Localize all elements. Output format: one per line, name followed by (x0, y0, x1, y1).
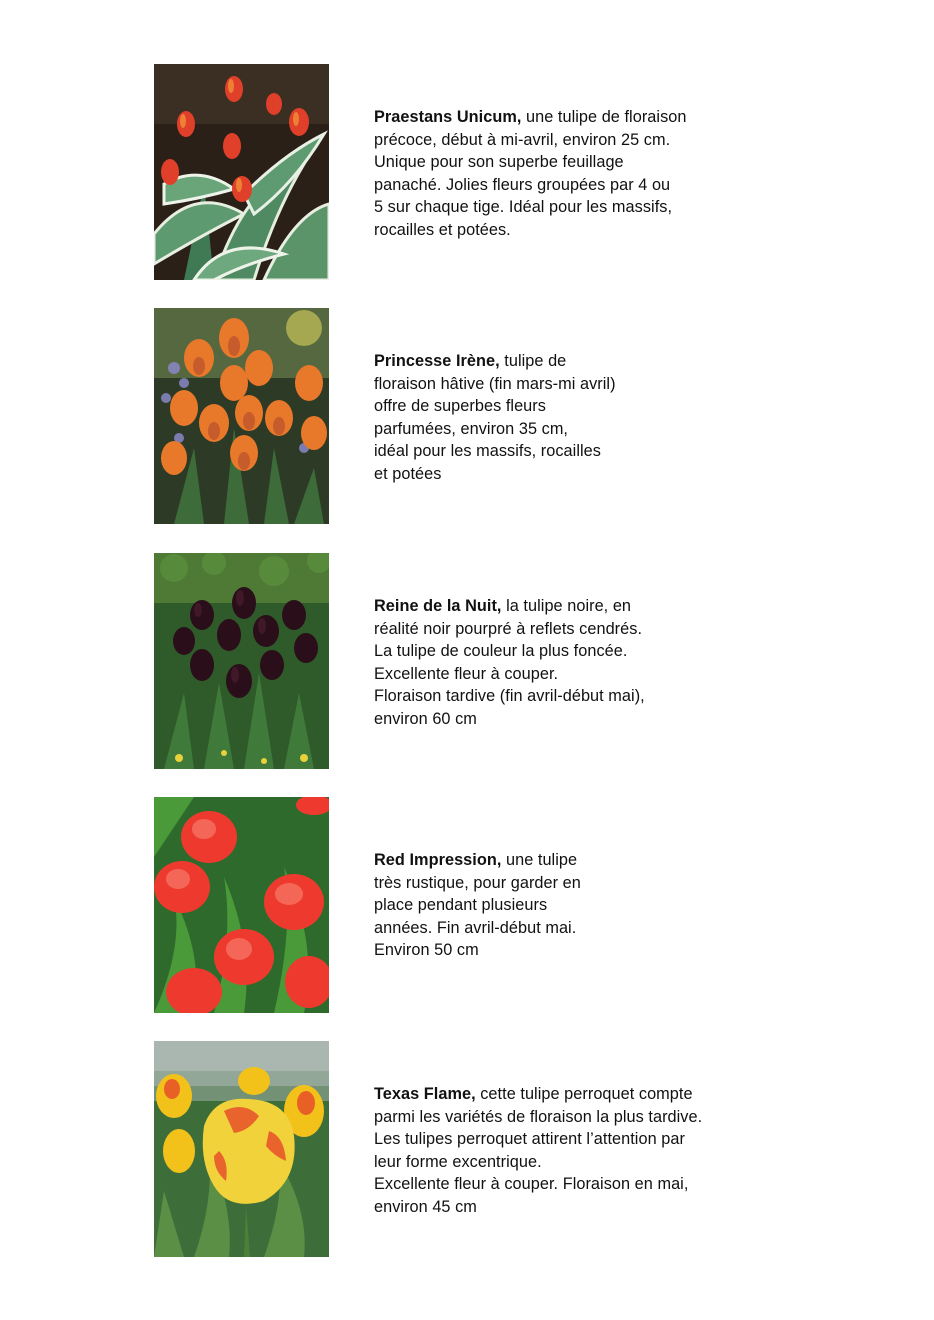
tulip-description (374, 350, 794, 486)
description-line: leur forme excentrique. (374, 1152, 542, 1171)
tulip-name: Texas Flame, (374, 1085, 476, 1103)
description-line: Excellente fleur à couper. Floraison en mai, (374, 1175, 689, 1194)
description-line: une tulipe de floraison (521, 108, 687, 126)
tulip-entry-red-impression (154, 797, 794, 1013)
tulip-photo-reine-de-la-nuit (154, 553, 329, 769)
description-line: une tulipe (501, 851, 578, 869)
description-line: floraison hâtive (fin mars-mi avril) (374, 374, 616, 393)
description-line: Floraison tardive (fin avril-début mai), (374, 687, 645, 706)
description-line: environ 45 cm (374, 1197, 477, 1216)
description-line: cette tulipe perroquet compte (475, 1085, 693, 1103)
description-line: années. Fin avril-début mai. (374, 918, 577, 937)
description-line: précoce, début à mi-avril, environ 25 cm. (374, 130, 671, 149)
description-line: Les tulipes perroquet attirent l’attention par (374, 1130, 685, 1149)
description-line: parmi les variétés de floraison la plus tardive. (374, 1107, 703, 1126)
tulip-entry-princesse-irene (154, 308, 794, 524)
description-line: la tulipe noire, en (501, 597, 632, 615)
tulip-name: Reine de la Nuit, (374, 597, 502, 615)
description-line: 5 sur chaque tige. Idéal pour les massifs, (374, 198, 673, 217)
tulip-photo-princesse-irene (154, 308, 329, 524)
description-line: La tulipe de couleur la plus foncée. (374, 642, 628, 661)
tulip-entry-reine-de-la-nuit (154, 553, 794, 769)
tulip-description (374, 849, 794, 962)
description-line: rocailles et potées. (374, 220, 511, 239)
tulip-photo-texas-flame (154, 1041, 329, 1257)
tulip-name: Praestans Unicum, (374, 108, 522, 126)
description-line: tulipe de (499, 352, 567, 370)
description-line: et potées (374, 464, 442, 483)
description-line: environ 60 cm (374, 709, 477, 728)
description-line: Unique pour son superbe feuillage (374, 153, 624, 172)
tulip-name: Princesse Irène, (374, 352, 500, 370)
tulip-name: Red Impression, (374, 851, 502, 869)
description-line: idéal pour les massifs, rocailles (374, 442, 601, 461)
tulip-description (374, 1083, 794, 1219)
tulip-description (374, 106, 794, 242)
description-line: Environ 50 cm (374, 941, 479, 960)
tulip-entry-praestans-unicum (154, 64, 794, 280)
tulip-photo-praestans-unicum (154, 64, 329, 280)
description-line: panaché. Jolies fleurs groupées par 4 ou (374, 175, 671, 194)
description-line: place pendant plusieurs (374, 896, 548, 915)
description-line: Excellente fleur à couper. (374, 664, 559, 683)
description-line: offre de superbes fleurs (374, 397, 546, 416)
description-line: parfumées, environ 35 cm, (374, 419, 569, 438)
tulip-entry-texas-flame (154, 1041, 794, 1257)
tulip-description (374, 595, 794, 731)
description-line: réalité noir pourpré à reflets cendrés. (374, 619, 643, 638)
description-line: très rustique, pour garder en (374, 873, 581, 892)
tulip-photo-red-impression (154, 797, 329, 1013)
